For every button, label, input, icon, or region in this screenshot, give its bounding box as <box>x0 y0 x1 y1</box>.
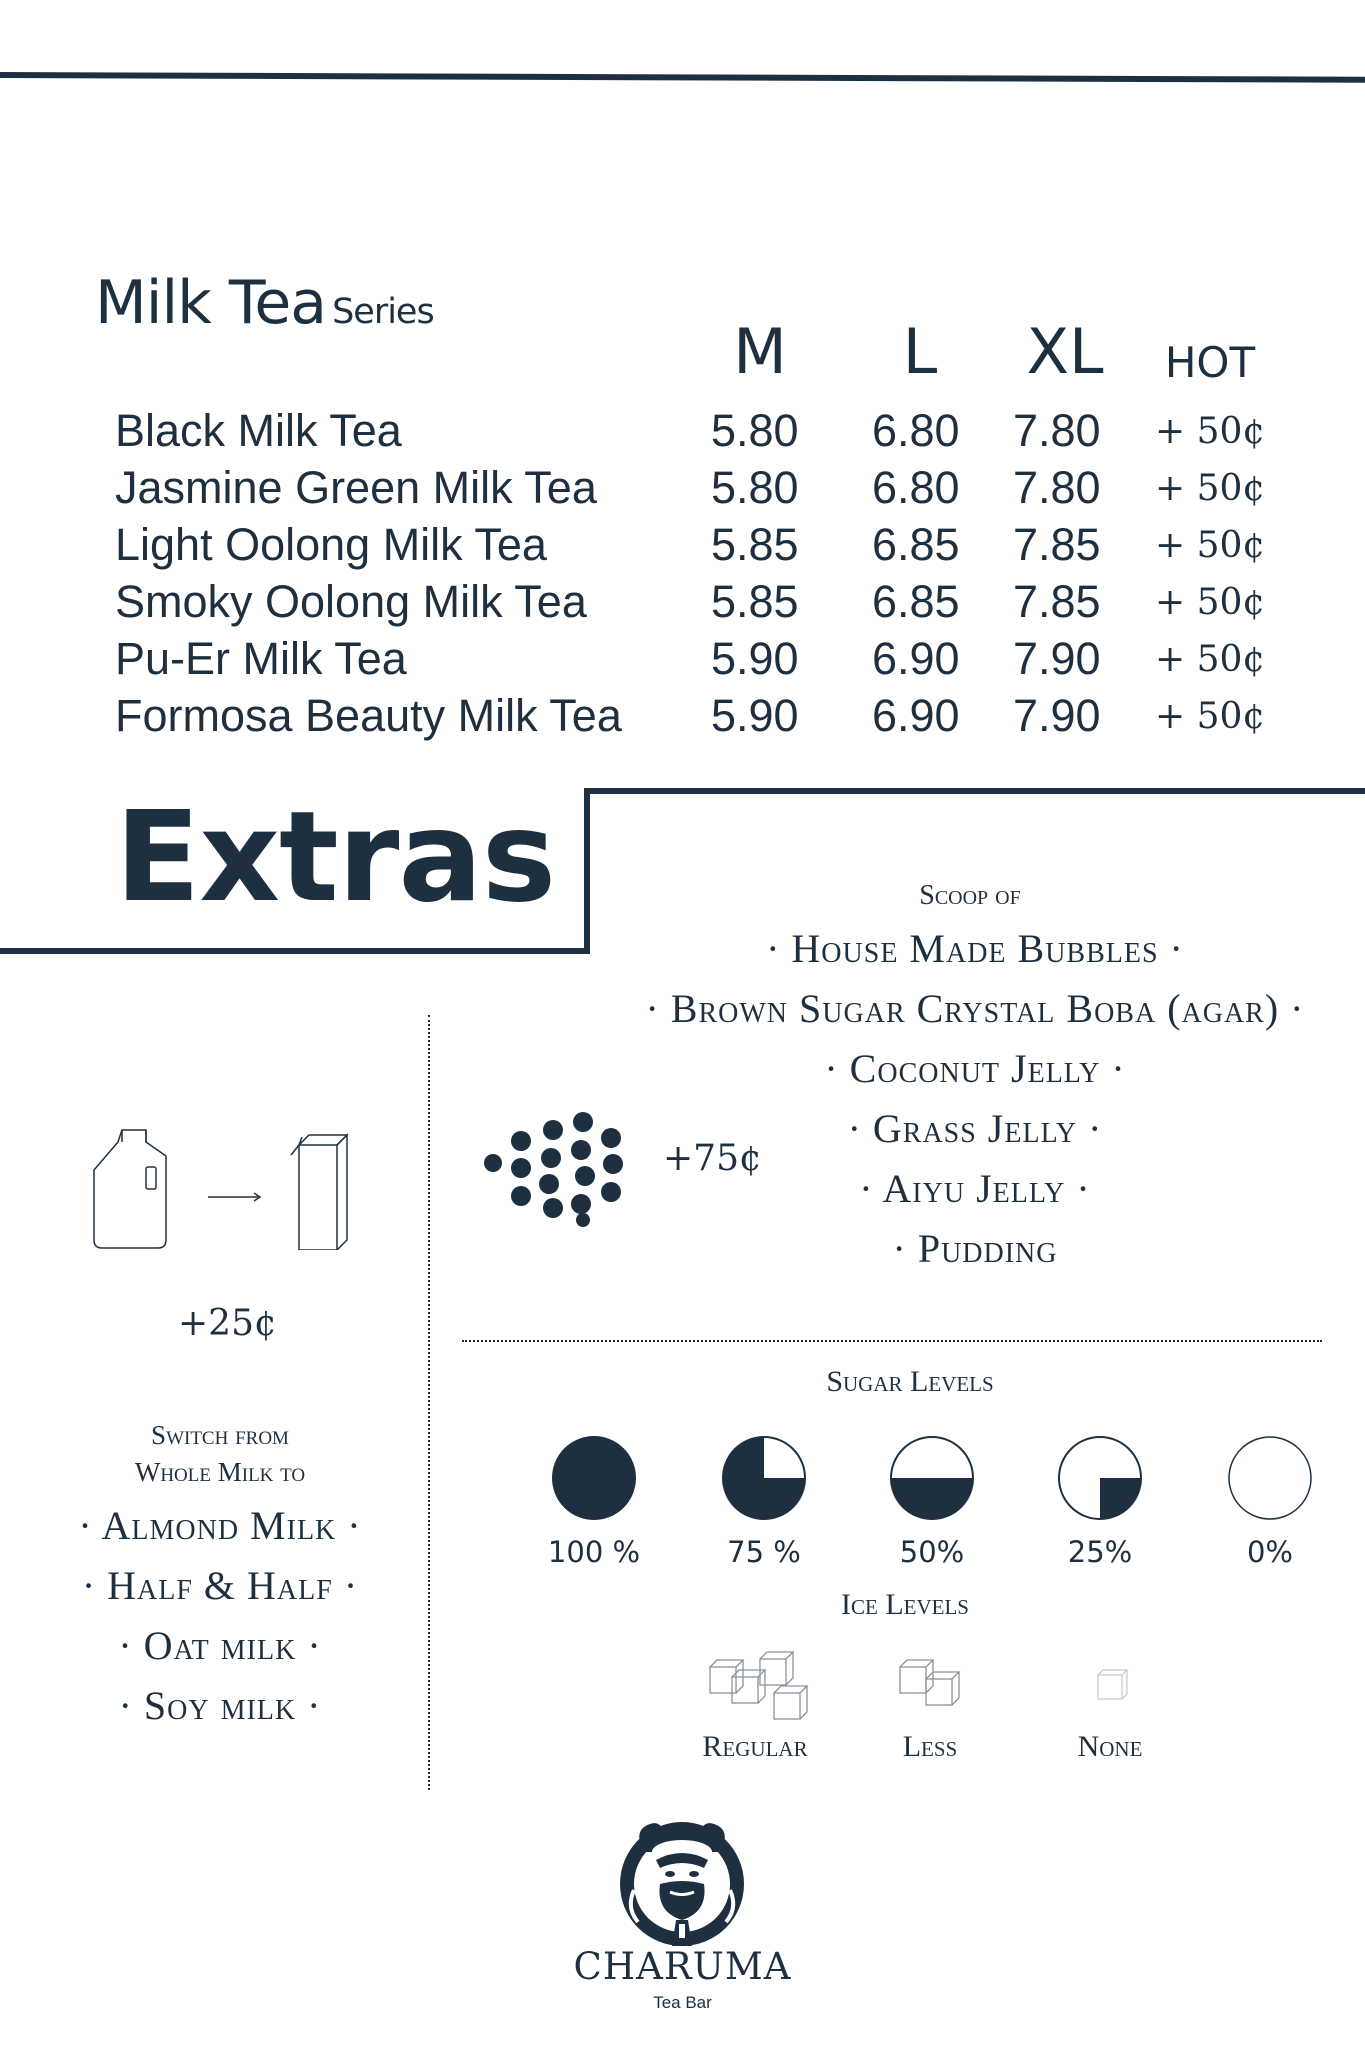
vertical-dotted-divider <box>428 1015 430 1790</box>
menu-list <box>115 405 1265 747</box>
brand-tagline: Tea Bar <box>653 1993 712 2012</box>
topping-item: · House Made Bubbles · <box>766 926 1184 971</box>
milk-options <box>50 1502 390 1742</box>
sugar-level-label: 50% <box>899 1535 965 1569</box>
topping-item: · Coconut Jelly · <box>824 1046 1126 1091</box>
sugar-level-label: 0% <box>1246 1535 1293 1569</box>
menu-row <box>115 633 1265 690</box>
ice-level-label: Less <box>902 1730 958 1763</box>
toppings-list <box>590 925 1360 1285</box>
boba-pearls-icon <box>483 1108 633 1228</box>
ice-none-icon <box>1070 1645 1150 1725</box>
milk-switch-line1: Switch from <box>151 1420 289 1450</box>
price-m: 5.80 <box>711 405 799 456</box>
sugar-level-25 <box>1030 1435 1170 1569</box>
price-l: 6.90 <box>872 633 960 684</box>
price-m: 5.85 <box>711 519 799 570</box>
milk-switch-line2: Whole Milk to <box>134 1457 306 1487</box>
topping-item: · Aiyu Jelly · <box>859 1166 1091 1211</box>
milk-option: · Almond Milk · <box>78 1503 362 1548</box>
menu-row <box>115 462 1265 519</box>
menu-title <box>95 268 434 338</box>
price-hot: + 50¢ <box>1155 468 1266 509</box>
ice-level-none <box>1055 1645 1165 1764</box>
sugar-level-75 <box>694 1435 834 1569</box>
column-header-xl: XL <box>1026 315 1104 388</box>
top-divider <box>0 72 1365 83</box>
column-header-m: M <box>733 315 787 388</box>
sugar-75-icon <box>721 1435 807 1521</box>
milk-switch-label <box>70 1417 370 1491</box>
menu-title-main: Milk Tea <box>95 268 327 338</box>
milk-jug-to-carton-icon <box>90 1125 360 1250</box>
price-m: 5.90 <box>711 633 799 684</box>
price-l: 6.85 <box>872 576 960 627</box>
price-l: 6.90 <box>872 690 960 741</box>
menu-title-sub: Series <box>332 292 434 332</box>
price-hot: + 50¢ <box>1155 582 1266 623</box>
topping-item: · Brown Sugar Crystal Boba (agar) · <box>645 986 1305 1031</box>
price-xl: 7.90 <box>1013 633 1101 684</box>
column-header-l: L <box>902 315 938 388</box>
extras-top-rule <box>584 788 1365 794</box>
milk-option: · Half & Half · <box>81 1563 359 1608</box>
ice-less-icon <box>890 1645 970 1725</box>
ice-level-label: None <box>1077 1730 1143 1763</box>
sugar-level-100 <box>524 1435 664 1569</box>
topping-item: · Pudding <box>892 1226 1058 1271</box>
sugar-level-label: 100 % <box>547 1535 641 1569</box>
sugar-50-icon <box>889 1435 975 1521</box>
sugar-level-label: 75 % <box>727 1535 801 1569</box>
menu-item-name: Light Oolong Milk Tea <box>115 519 547 570</box>
horizontal-dotted-divider <box>462 1340 1322 1342</box>
extras-title: Extras <box>115 785 556 930</box>
ice-levels-row <box>660 1645 1220 1775</box>
sugar-level-0 <box>1200 1435 1340 1569</box>
sugar-level-50 <box>862 1435 1002 1569</box>
price-l: 6.80 <box>872 405 960 456</box>
price-xl: 7.85 <box>1013 576 1101 627</box>
menu-item-name: Black Milk Tea <box>115 405 402 456</box>
price-m: 5.90 <box>711 690 799 741</box>
menu-item-name: Formosa Beauty Milk Tea <box>115 690 622 741</box>
price-l: 6.80 <box>872 462 960 513</box>
sugar-100-icon <box>551 1435 637 1521</box>
price-hot: + 50¢ <box>1155 411 1266 452</box>
menu-item-name: Smoky Oolong Milk Tea <box>115 576 587 627</box>
topping-item: · Grass Jelly · <box>847 1106 1103 1151</box>
price-hot: + 50¢ <box>1155 696 1266 737</box>
price-m: 5.85 <box>711 576 799 627</box>
menu-row <box>115 690 1265 747</box>
price-xl: 7.90 <box>1013 690 1101 741</box>
milk-option: · Soy milk · <box>118 1683 322 1728</box>
price-l: 6.85 <box>872 519 960 570</box>
brand-name: CHARUMA <box>573 1945 792 1988</box>
ice-level-regular <box>680 1645 830 1764</box>
sugar-level-label: 25% <box>1067 1535 1133 1569</box>
charuma-logo-icon <box>600 1812 765 1947</box>
ice-levels-title: Ice Levels <box>841 1588 969 1621</box>
sugar-levels-row <box>520 1435 1320 1569</box>
price-xl: 7.80 <box>1013 462 1101 513</box>
price-hot: + 50¢ <box>1155 525 1266 566</box>
price-m: 5.80 <box>711 462 799 513</box>
menu-row <box>115 405 1265 462</box>
menu-row <box>115 576 1265 633</box>
price-xl: 7.85 <box>1013 519 1101 570</box>
milk-price: +25¢ <box>178 1303 277 1344</box>
price-hot: + 50¢ <box>1155 639 1266 680</box>
column-header-hot: HOT <box>1164 338 1256 387</box>
menu-item-name: Pu-Er Milk Tea <box>115 633 407 684</box>
sugar-levels-title: Sugar Levels <box>826 1365 994 1398</box>
menu-item-name: Jasmine Green Milk Tea <box>115 462 597 513</box>
menu-row <box>115 519 1265 576</box>
price-xl: 7.80 <box>1013 405 1101 456</box>
ice-level-less <box>885 1645 975 1764</box>
milk-option: · Oat milk · <box>118 1623 322 1668</box>
ice-level-label: Regular <box>702 1730 808 1763</box>
toppings-price: +75¢ <box>663 1138 762 1179</box>
toppings-label: Scoop of <box>919 880 1021 911</box>
ice-regular-icon <box>700 1645 810 1725</box>
sugar-25-icon <box>1057 1435 1143 1521</box>
sugar-0-icon <box>1227 1435 1313 1521</box>
